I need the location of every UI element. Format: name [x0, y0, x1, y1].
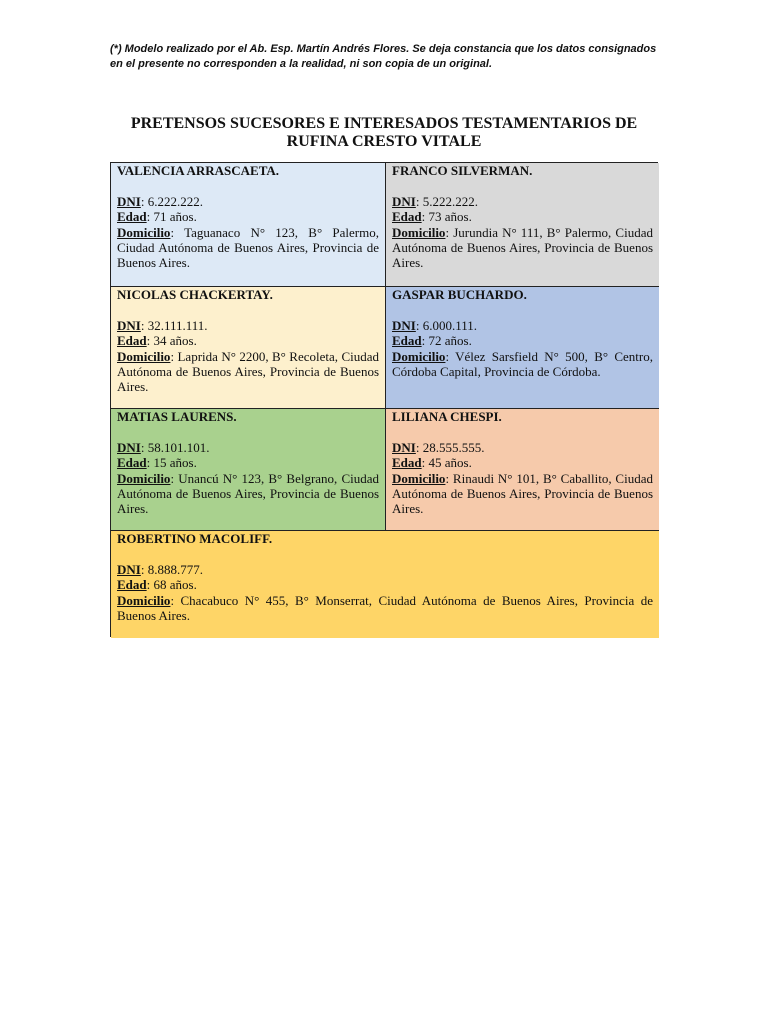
dni-label: DNI [392, 193, 416, 209]
person-cell-gaspar-buchardo [385, 286, 659, 408]
edad-value: 15 años. [153, 455, 197, 471]
document-title: PRETENSOS SUCESORES E INTERESADOS TESTAMENTARIOS DE RUFINA CRESTO VITALE [130, 115, 638, 150]
dni-line: DNI: 58.101.101. [117, 439, 210, 455]
edad-value: 68 años. [153, 577, 197, 593]
edad-value: 34 años. [153, 333, 197, 349]
domicilio-line: Domicilio: Unancú N° 123, B° Belgrano, Ciudad Autónoma de Buenos Aires, Provincia de Buenos Aires. [117, 470, 379, 517]
dni-value: 58.101.101. [147, 439, 210, 455]
dni-label: DNI [117, 193, 141, 209]
edad-label: Edad [392, 333, 422, 349]
dni-line: DNI: 32.111.111. [117, 317, 208, 333]
person-cell-robertino-macoliff [111, 530, 659, 638]
dni-value: 8.888.777. [147, 561, 203, 577]
domicilio-value: Unancú N° 123, B° Belgrano, Ciudad Autónoma de Buenos Aires, Provincia de Buenos Aires. [117, 470, 379, 517]
edad-label: Edad [117, 577, 147, 593]
dni-line: DNI: 6.222.222. [117, 193, 203, 209]
person-cell-nicolas-chackertay [111, 286, 385, 408]
domicilio-line: Domicilio: Laprida N° 2200, B° Recoleta, Ciudad Autónoma de Buenos Aires, Provincia de Buenos Aires. [117, 348, 379, 395]
dni-label: DNI [392, 439, 416, 455]
person-cell-matias-laurens [111, 408, 385, 530]
domicilio-value: Laprida N° 2200, B° Recoleta, Ciudad Autónoma de Buenos Aires, Provincia de Buenos Aires. [117, 348, 379, 395]
edad-value: 72 años. [428, 333, 472, 349]
domicilio-label: Domicilio [392, 470, 446, 486]
edad-line: Edad: 73 años. [392, 209, 472, 225]
edad-value: 71 años. [153, 209, 197, 225]
person-cell-liliana-chespi [385, 408, 659, 530]
heirs-table [110, 162, 658, 637]
domicilio-value: Vélez Sarsfield N° 500, B° Centro, Córdoba Capital, Provincia de Córdoba. [392, 348, 653, 380]
domicilio-value: Rinaudi N° 101, B° Caballito, Ciudad Autónoma de Buenos Aires, Provincia de Buenos Aires. [392, 470, 653, 517]
domicilio-line: Domicilio: Rinaudi N° 101, B° Caballito, Ciudad Autónoma de Buenos Aires, Provincia de Buenos Aires. [392, 470, 653, 517]
disclaimer-note: (*) Modelo realizado por el Ab. Esp. Martín Andrés Flores. Se deja constancia que los datos consignados en el presente no corresponden a la realidad, ni son copia de un original. [110, 43, 657, 70]
edad-label: Edad [117, 209, 147, 225]
person-cell-franco-silverman [385, 163, 659, 286]
dni-value: 32.111.111. [147, 317, 208, 333]
person-name: MATIAS LAURENS. [117, 409, 237, 424]
domicilio-line: Domicilio: Vélez Sarsfield N° 500, B° Centro, Córdoba Capital, Provincia de Córdoba. [392, 348, 653, 380]
domicilio-line: Domicilio: Taguanaco N° 123, B° Palermo, Ciudad Autónoma de Buenos Aires, Provincia de Buenos Aires. [117, 224, 379, 271]
dni-value: 6.222.222. [147, 193, 203, 209]
edad-line: Edad: 68 años. [117, 577, 197, 593]
edad-line: Edad: 34 años. [117, 333, 197, 349]
edad-line: Edad: 45 años. [392, 455, 472, 471]
dni-value: 5.222.222. [422, 193, 478, 209]
person-name: LILIANA CHESPI. [392, 409, 502, 424]
edad-line: Edad: 72 años. [392, 333, 472, 349]
person-name: GASPAR BUCHARDO. [392, 287, 527, 302]
dni-value: 28.555.555. [422, 439, 485, 455]
dni-label: DNI [117, 439, 141, 455]
edad-value: 73 años. [428, 209, 472, 225]
dni-label: DNI [392, 317, 416, 333]
person-name: VALENCIA ARRASCAETA. [117, 163, 280, 178]
domicilio-label: Domicilio [117, 470, 171, 486]
edad-line: Edad: 71 años. [117, 209, 197, 225]
domicilio-label: Domicilio [117, 348, 171, 364]
edad-label: Edad [117, 333, 147, 349]
dni-label: DNI [117, 317, 141, 333]
person-cell-valencia-arrascaeta [111, 163, 385, 286]
domicilio-label: Domicilio [392, 348, 446, 364]
domicilio-label: Domicilio [392, 224, 446, 240]
dni-value: 6.000.111. [422, 317, 478, 333]
dni-line: DNI: 8.888.777. [117, 561, 203, 577]
dni-line: DNI: 28.555.555. [392, 439, 485, 455]
edad-line: Edad: 15 años. [117, 455, 197, 471]
domicilio-value: Jurundia N° 111, B° Palermo, Ciudad Autónoma de Buenos Aires, Provincia de Buenos Aires. [392, 224, 653, 271]
domicilio-line: Domicilio: Chacabuco N° 455, B° Monserrat, Ciudad Autónoma de Buenos Aires, Provincia de Buenos Aires. [117, 592, 653, 624]
person-name: ROBERTINO MACOLIFF. [117, 531, 273, 546]
domicilio-value: Chacabuco N° 455, B° Monserrat, Ciudad Autónoma de Buenos Aires, Provincia de Buenos Aires. [117, 592, 653, 624]
dni-line: DNI: 5.222.222. [392, 193, 478, 209]
dni-label: DNI [117, 561, 141, 577]
domicilio-value: Taguanaco N° 123, B° Palermo, Ciudad Autónoma de Buenos Aires, Provincia de Buenos Aires. [117, 224, 379, 271]
edad-value: 45 años. [428, 455, 472, 471]
person-name: FRANCO SILVERMAN. [392, 163, 533, 178]
dni-line: DNI: 6.000.111. [392, 317, 478, 333]
person-name: NICOLAS CHACKERTAY. [117, 287, 273, 302]
domicilio-label: Domicilio [117, 224, 171, 240]
edad-label: Edad [392, 209, 422, 225]
domicilio-line: Domicilio: Jurundia N° 111, B° Palermo, Ciudad Autónoma de Buenos Aires, Provincia de Buenos Aires. [392, 224, 653, 271]
edad-label: Edad [392, 455, 422, 471]
edad-label: Edad [117, 455, 147, 471]
domicilio-label: Domicilio [117, 592, 171, 608]
